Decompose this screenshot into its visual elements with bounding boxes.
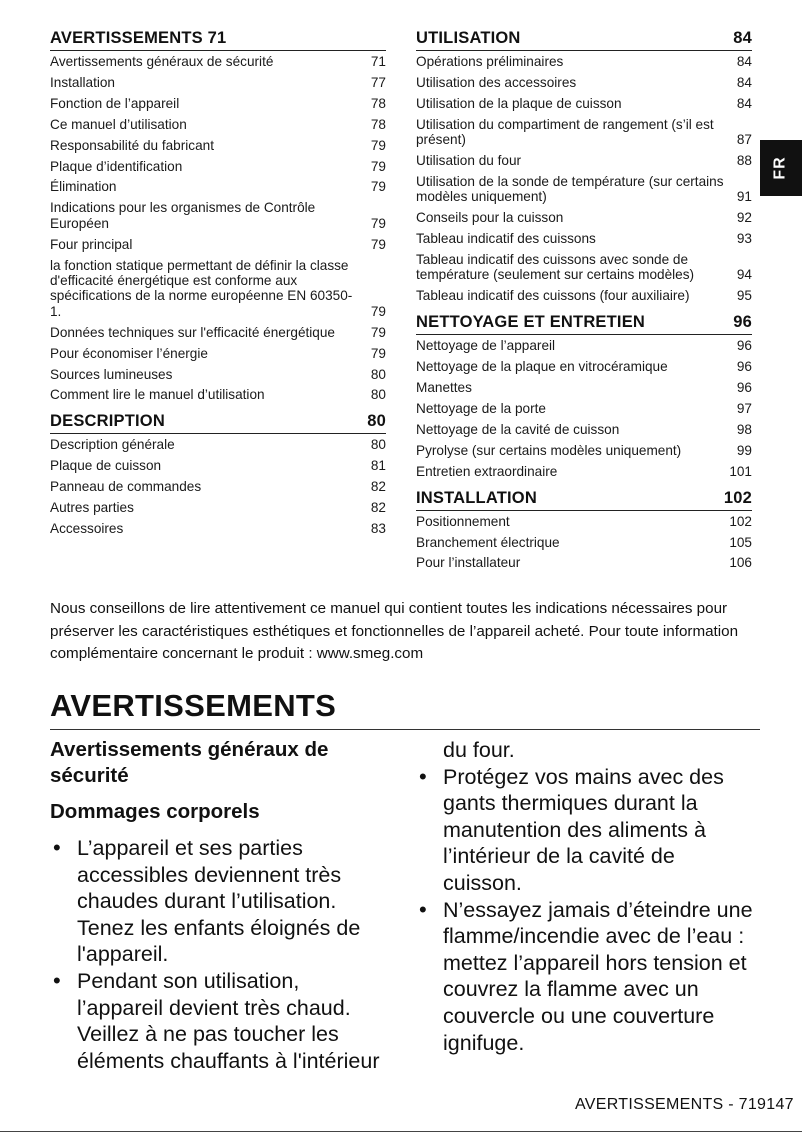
toc-entry[interactable] [416, 422, 752, 437]
toc-section-page: 96 [733, 313, 752, 332]
bullet-list-right [416, 764, 758, 1057]
toc-entry-text: Utilisation des accessoires [416, 74, 577, 90]
toc-entry[interactable] [50, 367, 386, 382]
toc-section-page: 80 [367, 412, 386, 431]
toc-entry[interactable] [50, 346, 386, 361]
body-right-column [416, 737, 758, 1056]
toc-section-page: 84 [733, 29, 752, 47]
language-tab[interactable] [760, 140, 802, 196]
toc-entry-text: Utilisation du four [416, 153, 522, 169]
toc-entry-text: Nettoyage de la porte [416, 401, 546, 416]
toc-entry-text: Sources lumineuses [50, 366, 173, 382]
toc-entry-page: 78 [370, 95, 386, 111]
toc-entry-page: 84 [736, 74, 752, 90]
language-label: FR [771, 156, 789, 180]
page-footer: AVERTISSEMENTS - 719147 [575, 1096, 794, 1113]
toc-entry-text: Tableau indicatif des cuissons (four auxiliaire) [416, 288, 690, 304]
toc-entry-text: la fonction statique permettant de définir la classe d'efficacité énergétique est conforme aux spécifications de la norme européenne EN 60350-1. [50, 257, 353, 319]
toc-entry[interactable] [50, 117, 386, 132]
toc-section-heading[interactable] [416, 28, 752, 51]
toc-entry[interactable] [50, 179, 386, 194]
toc-entry[interactable] [50, 479, 386, 494]
toc-section-heading[interactable] [50, 28, 386, 51]
toc-entry-text: Nettoyage de l’appareil [416, 338, 556, 354]
toc-section-heading[interactable] [416, 488, 752, 511]
toc-entry[interactable] [50, 521, 386, 536]
toc-right-column [416, 28, 752, 576]
toc-entry-page: 96 [736, 380, 752, 396]
toc-entry-text: Nettoyage de la cavité de cuisson [416, 421, 620, 437]
toc-entry-text: Opérations préliminaires [416, 54, 564, 69]
toc-entry-page: 79 [370, 303, 386, 319]
toc-entry-page: 96 [736, 338, 752, 354]
toc-entry-text: Utilisation du compartiment de rangement (s’il est présent) [416, 116, 714, 148]
toc-entry-page: 80 [370, 366, 386, 382]
toc-entry-page: 79 [370, 137, 386, 153]
toc-entry[interactable] [50, 96, 386, 111]
toc-entry-page: 81 [370, 458, 386, 474]
footer-divider [0, 1131, 802, 1132]
toc-entry-text: Utilisation de la plaque de cuisson [416, 95, 622, 111]
toc-entry[interactable] [416, 359, 752, 374]
toc-entry[interactable] [50, 437, 386, 452]
toc-entry-text: Plaque d’identification [50, 158, 183, 174]
toc-entry-text: Plaque de cuisson [50, 458, 162, 474]
toc-section-title: DESCRIPTION [50, 412, 165, 431]
subheading: Dommages corporels [50, 800, 260, 823]
toc-entry-page: 102 [729, 513, 752, 529]
toc-entry-text: Élimination [50, 179, 117, 195]
toc-entry-page: 79 [370, 236, 386, 252]
list-item: • L’appareil et ses parties accessibles deviennent très chaudes durant l’utilisation. Tenez les enfants éloignés de l'appareil. [50, 835, 390, 968]
toc-entry-page: 93 [736, 231, 752, 247]
body-left-column [50, 737, 390, 1074]
continued-text: du four. [443, 738, 515, 762]
toc-entry-text: Tableau indicatif des cuissons avec sonde de température (seulement sur certains modèles) [416, 252, 695, 283]
toc-entry-page: 97 [736, 401, 752, 416]
toc-entry-text: Comment lire le manuel d’utilisation [50, 387, 265, 403]
toc-entry-page: 79 [370, 158, 386, 174]
toc-entry[interactable] [416, 153, 752, 168]
toc-section-title: NETTOYAGE ET ENTRETIEN [416, 313, 646, 332]
toc-section-heading[interactable] [416, 312, 752, 335]
toc-entry-page: 71 [370, 54, 386, 69]
toc-entry-text: Pour l’installateur [416, 555, 521, 571]
intro-paragraph: Nous conseillons de lire attentivement ce manuel qui contient toutes les indications nécessaires pour préserver les caractéristiques esthétiques et fonctionnelles de l’appareil acheté. Pour toute information complémentaire concernant le produit : www.smeg.com [50, 600, 739, 662]
list-item: • Protégez vos mains avec des gants thermiques durant la manutention des aliments à l’intérieur de la cavité de cuisson. [416, 764, 758, 897]
bullet-list-left [50, 835, 390, 1074]
toc-entry-page: 83 [370, 520, 386, 536]
toc-entry[interactable] [416, 174, 752, 205]
toc-entry[interactable] [50, 237, 386, 252]
toc-entry[interactable] [416, 231, 752, 246]
toc-entry[interactable] [416, 338, 752, 353]
toc-entry-text: Fonction de l’appareil [50, 95, 180, 111]
toc-entry[interactable] [416, 464, 752, 479]
toc-entry-page: 79 [370, 179, 386, 195]
toc-entry-page: 80 [370, 387, 386, 403]
toc-entry-text: Branchement électrique [416, 534, 560, 550]
toc-entry[interactable] [416, 401, 752, 416]
toc-section-title: UTILISATION [416, 29, 521, 47]
toc-entry-text: Avertissements généraux de sécurité [50, 54, 274, 69]
toc-entry-page: 82 [370, 500, 386, 516]
toc-entry-text: Utilisation de la sonde de température (sur certains modèles uniquement) [416, 173, 724, 205]
toc-entry-text: Responsabilité du fabricant [50, 137, 214, 153]
toc-section-page: 102 [723, 488, 752, 507]
list-item: • N’essayez jamais d’éteindre une flamme/incendie avec de l’eau : mettez l’appareil hors tension et couvrez la flamme avec un couvercle ou une couverture ignifuge. [416, 897, 758, 1057]
toc-entry[interactable] [50, 54, 386, 69]
toc-section-title: AVERTISSEMENTS 71 [50, 29, 227, 47]
toc-entry[interactable] [50, 500, 386, 515]
toc-entry-page: 84 [736, 54, 752, 69]
toc-entry-page: 95 [736, 288, 752, 304]
toc-entry-page: 101 [729, 463, 752, 479]
toc-entry-text: Tableau indicatif des cuissons [416, 231, 596, 247]
toc-entry-page: 88 [736, 153, 752, 169]
toc-entry-text: Pyrolyse (sur certains modèles uniquement) [416, 442, 682, 458]
toc-entry[interactable] [416, 210, 752, 225]
toc-left-column [50, 28, 386, 542]
toc-entry[interactable] [416, 443, 752, 458]
section-title: AVERTISSEMENTS [50, 688, 337, 723]
toc-entry-page: 79 [370, 345, 386, 361]
toc-entry[interactable] [416, 252, 752, 283]
toc-entry-page: 84 [736, 95, 752, 111]
toc-entry-text: Description générale [50, 437, 175, 453]
toc-entry-text: Four principal [50, 236, 133, 252]
toc-entry[interactable] [50, 138, 386, 153]
toc-entry-page: 106 [729, 555, 752, 571]
toc-entry[interactable] [416, 117, 752, 148]
toc-entry-text: Panneau de commandes [50, 479, 202, 495]
toc-entry-page: 80 [370, 437, 386, 453]
toc-entry-page: 92 [736, 210, 752, 226]
toc-entry[interactable] [50, 458, 386, 473]
section-divider [50, 729, 760, 730]
toc-entry-text: Ce manuel d’utilisation [50, 116, 187, 132]
toc-entry-text: Autres parties [50, 500, 134, 516]
toc-entry[interactable] [416, 555, 752, 570]
toc-entry-text: Installation [50, 74, 115, 90]
toc-entry-page: 91 [736, 189, 752, 205]
toc-entry-text: Accessoires [50, 520, 124, 536]
toc-entry[interactable] [416, 75, 752, 90]
toc-entry-page: 79 [370, 324, 386, 340]
toc-entry[interactable] [416, 54, 752, 69]
toc-section-heading[interactable] [50, 411, 386, 434]
toc-entry[interactable] [416, 288, 752, 303]
toc-entry-text: Indications pour les organismes de Contrôle Européen [50, 200, 316, 231]
toc-entry[interactable] [416, 380, 752, 395]
toc-entry[interactable] [416, 535, 752, 550]
toc-entry-page: 94 [736, 267, 752, 283]
toc-section-title: INSTALLATION [416, 488, 537, 507]
toc-entry-page: 82 [370, 479, 386, 495]
toc-entry-page: 78 [370, 116, 386, 132]
toc-entry[interactable] [416, 96, 752, 111]
toc-entry-page: 98 [736, 421, 752, 437]
toc-entry-text: Manettes [416, 380, 472, 396]
toc-entry-text: Données techniques sur l'efficacité énergétique [50, 324, 335, 340]
toc-entry[interactable] [50, 325, 386, 340]
subsection-title: Avertissements généraux de sécurité [50, 738, 329, 787]
toc-entry[interactable] [50, 159, 386, 174]
toc-entry-page: 105 [729, 534, 752, 550]
toc-entry-text: Positionnement [416, 513, 510, 529]
toc-entry[interactable] [50, 258, 386, 320]
list-item: • Pendant son utilisation, l’appareil devient très chaud. Veillez à ne pas toucher les éléments chauffants à l'intérieur [50, 968, 390, 1074]
toc-entry-text: Pour économiser l’énergie [50, 345, 208, 361]
toc-entry-text: Nettoyage de la plaque en vitrocéramique [416, 359, 668, 375]
toc-entry-page: 79 [370, 215, 386, 231]
toc-entry[interactable] [50, 387, 386, 402]
toc-entry-text: Entretien extraordinaire [416, 463, 558, 479]
toc-entry-page: 87 [736, 132, 752, 148]
toc-entry[interactable] [50, 200, 386, 231]
toc-entry-page: 96 [736, 359, 752, 375]
toc-entry-text: Conseils pour la cuisson [416, 210, 564, 226]
toc-entry[interactable] [50, 75, 386, 90]
toc-entry-page: 77 [370, 74, 386, 90]
toc-entry-page: 99 [736, 442, 752, 458]
toc-entry[interactable] [416, 514, 752, 529]
